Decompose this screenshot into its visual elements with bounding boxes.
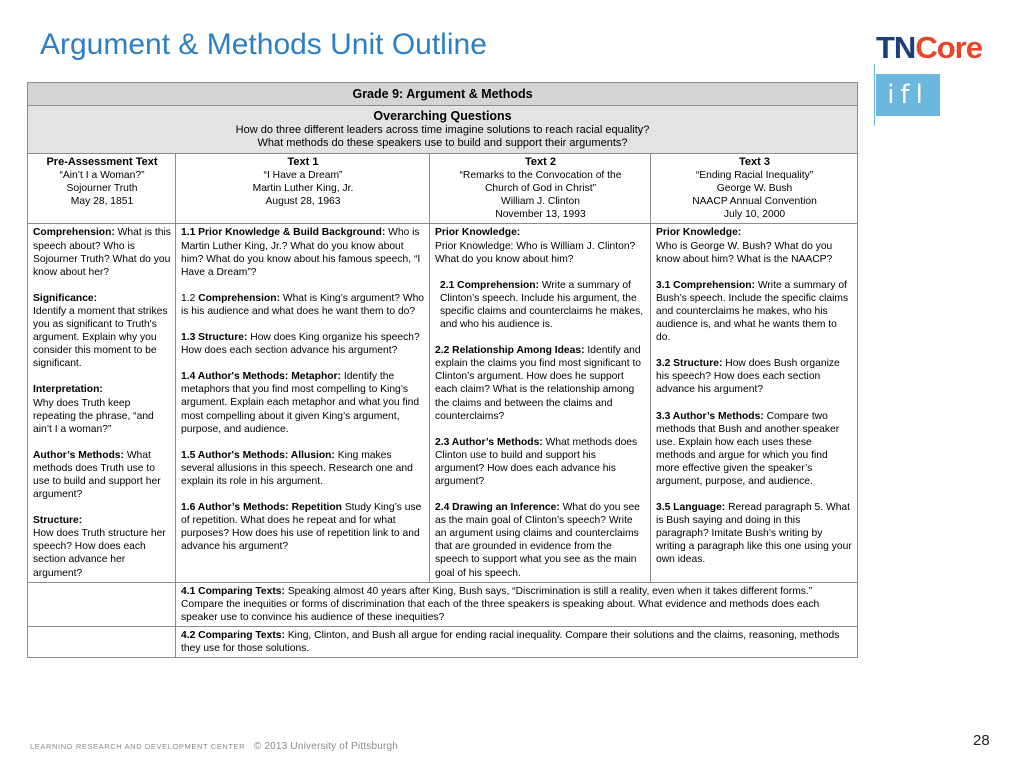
text-heading: Text 3 [739,156,771,168]
question-2-1: 2.1 Comprehension: Write a summary of Clinton’s speech. Include his argument, the specific claims and counterclaims he makes, and who his audience is. [440,279,644,331]
logo-divider [874,64,875,126]
footer-lrdc: LEARNING RESEARCH AND DEVELOPMENT CENTER [30,742,246,751]
pre-assessment-text-cell [28,154,176,224]
text-work: “Ending Racial Inequality” [695,170,814,182]
question-2-3: 2.3 Author’s Methods: What methods does Clinton use to build and support his argument? How does each advance his argument? [435,436,638,487]
text-heading: Pre-Assessment Text [46,156,158,168]
text-3-cell [651,154,858,224]
question-4-2: 4.2 Comparing Texts: King, Clinton, and Bush all argue for ending racial inequality. Compare their solutions and the claims, reasoning, methods they use for those solutions. [176,626,858,657]
text-date: August 28, 1963 [265,196,341,208]
page-number: 28 [973,732,990,749]
text-work: “Remarks to the Convocation of the Church of God in Christ” [459,170,622,195]
comparing-row-1 [28,582,858,626]
comparing-row-2 [28,626,858,657]
texts-row [28,154,858,224]
ifl-badge: ifl [876,74,940,116]
unit-outline-table [27,82,858,658]
question-2-prior-knowledge: Prior Knowledge: Prior Knowledge: Who is William J. Clinton? What do you know about him? [435,227,636,265]
question-1-4: 1.4 Author's Methods: Metaphor: Identify the metaphors that you find most compelling to King’s argument. Explain each metaphor and what you find most compelling about it given King’s argument, purpose, and audience. [181,371,420,435]
question-3-1: 3.1 Comprehension: Write a summary of Bush’s speech. Include the specific claims and counterclaims he makes, who his audience is, and what he wants them to do. [656,279,849,344]
question-authors-methods: Author’s Methods: What methods does Truth use to use to build and support her argument? [33,449,161,501]
tncore-ifl-logo [872,30,1012,130]
question-2-2: 2.2 Relationship Among Ideas: Identify and explain the claims you find most significant to Clinton’s argument. How does he support each claim? What is the relationship among the claims and between the claims and counterclaims? [435,345,642,422]
question-1-3: 1.3 Structure: How does King organize his speech? How does each section advance his argument? [181,332,420,357]
question-1-6: 1.6 Author’s Methods: Repetition Study King’s use of repetition. What does he repeat and for what purposes? How does his use of repetition link to and advance his argument? [181,501,422,553]
text-event: NAACP Annual Convention [692,196,817,208]
grade-row [28,83,858,106]
question-4-1: 4.1 Comparing Texts: Speaking almost 40 years after King, Bush says, “Discrimination is still a reality, even when it takes different forms.” Compare the inequities or forms of discrimination that each of the three speakers is speaking about. What evidence and methods does each speaker use to convince his audience of these inequities? [176,582,858,626]
question-2-4: 2.4 Drawing an Inference: What do you see as the main goal of Clinton’s speech? Write an argument using claims and counterclaims that are grounded in evidence from the speech to support what you see as the main goal of his speech. [435,502,640,579]
question-3-5: 3.5 Language: Reread paragraph 5. What is Bush saying and doing in this paragraph? Imitate Bush’s writing by writing a paragraph like this one using your own ideas. [656,502,852,566]
text-1-cell [176,154,430,224]
text-3-questions [651,224,858,582]
text-heading: Text 1 [287,156,319,168]
footer-copyright: © 2013 University of Pittsburgh [253,741,399,752]
question-significance: Significance: Identify a moment that strikes you as significant to Truth's argument. Explain why you consider this moment to be significant. [33,292,168,370]
overarching-question-2: What methods do these speakers use to build and support their arguments? [257,137,628,149]
text-heading: Text 2 [525,156,556,168]
text-author: Sojourner Truth [66,183,138,195]
question-3-2: 3.2 Structure: How does Bush organize his speech? How does each section advance his argument? [656,358,840,396]
question-comprehension: Comprehension: What is this speech about? Who is Sojourner Truth? What do you know about her? [33,227,171,278]
tncore-wordmark: TNCore [876,30,982,65]
overarching-title: Overarching Questions [373,109,512,123]
footer [30,741,398,752]
pre-assessment-questions [28,224,176,582]
text-date: July 10, 2000 [723,209,786,221]
text-1-questions [176,224,430,582]
questions-row [28,224,858,582]
question-interpretation: Interpretation: Why does Truth keep repeating the phrase, “and ain’t I a woman?” [33,384,154,435]
text-2-questions [430,224,651,582]
text-author: George W. Bush [716,183,793,195]
text-author: Martin Luther King, Jr. [252,183,354,195]
question-1-1: 1.1 Prior Knowledge & Build Background: Who is Martin Luther King, Jr.? What do you know about him? What do you know about his famous speech, “I Have a Dream”? [181,227,421,278]
question-3-prior-knowledge: Prior Knowledge: Who is George W. Bush? What do you know about him? What is the NAACP? [656,227,833,265]
empty-cell [28,626,176,657]
page-title: Argument & Methods Unit Outline [40,28,487,61]
empty-cell [28,582,176,626]
text-work: “I Have a Dream” [263,170,343,182]
overarching-question-1: How do three different leaders across time imagine solutions to reach racial equality? [235,124,650,136]
overarching-row [28,106,858,154]
text-date: November 13, 1993 [495,209,586,221]
text-date: May 28, 1851 [70,196,134,208]
question-1-5: 1.5 Author's Methods: Allusion: King makes several allusions in this speech. Research one and explain its role in his argument. [181,449,413,487]
question-1-2: 1.2 Comprehension: What is King’s argument? Who is his audience and what does he want them to do? [181,292,425,317]
question-3-3: 3.3 Author’s Methods: Compare two methods that Bush and another speaker use. Explain how each uses these methods and argue for which you find more effective given the speaker’s argument, purpose, and audience. [656,410,840,487]
overarching-questions [28,106,858,154]
text-author: William J. Clinton [501,196,580,208]
text-work: “Ain’t I a Woman?” [59,170,145,182]
question-structure: Structure: How does Truth structure her speech? How does each section advance her argument? [33,515,166,579]
text-2-cell [430,154,651,224]
grade-header: Grade 9: Argument & Methods [28,83,858,106]
